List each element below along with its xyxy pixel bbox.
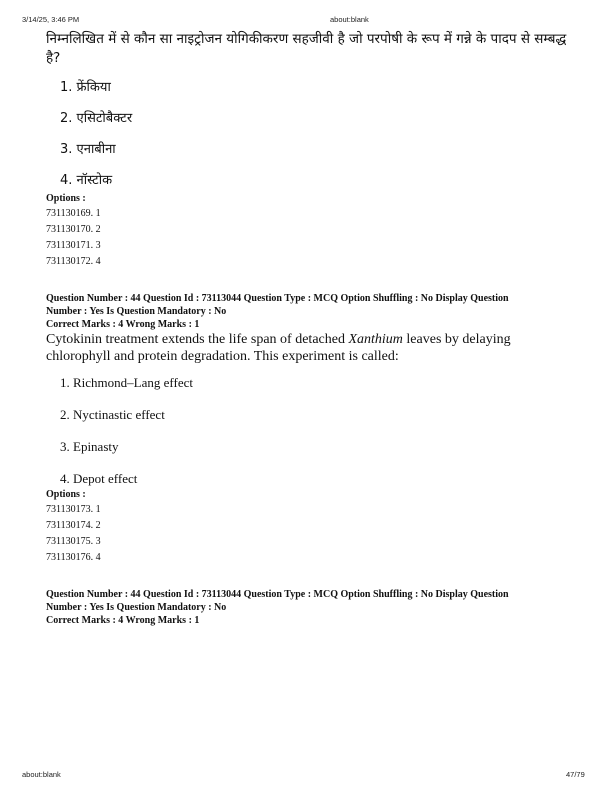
- option-list: [46, 78, 576, 193]
- option-3: 3. एनाबीना: [60, 142, 116, 157]
- header-datetime: 3/14/25, 3:46 PM: [22, 15, 80, 24]
- option-2: 2. Nyctinastic effect: [60, 407, 165, 422]
- option-4: 4. Depot effect: [60, 471, 138, 486]
- options-label: Options :: [46, 489, 86, 500]
- option-id: 731130175. 3: [46, 536, 101, 547]
- option-2: 2. एसिटोबैक्टर: [60, 111, 133, 126]
- options-label: Options :: [46, 193, 86, 204]
- option-id-list: [46, 206, 576, 270]
- species-name: Xanthium: [348, 332, 403, 347]
- option-id: 731130169. 1: [46, 208, 101, 219]
- question-block: [46, 292, 576, 566]
- option-id: 731130173. 1: [46, 504, 101, 515]
- question-meta: Question Number : 44 Question Id : 73113044 Question Type : MCQ Option Shuffling : No Display Question: [46, 589, 509, 600]
- question-text: निम्नलिखित में से कौन सा नाइट्रोजन योगिकीकरण सहजीवी है जो परपोषी के रूप में गन्ने के पादप से सम्बद्ध है?: [46, 31, 567, 66]
- option-id: 731130170. 2: [46, 224, 101, 235]
- option-id-list: [46, 502, 576, 566]
- option-id: 731130172. 4: [46, 256, 101, 267]
- question-meta: Number : Yes Is Question Mandatory : No: [46, 306, 227, 317]
- question-meta: Number : Yes Is Question Mandatory : No: [46, 602, 227, 613]
- question-marks: Correct Marks : 4 Wrong Marks : 1: [46, 319, 200, 330]
- option-id: 731130176. 4: [46, 552, 101, 563]
- question-text: Cytokinin treatment extends the life span of detached Xanthium leaves by delaying chlorophyll and protein degradation. This experiment is called:: [46, 332, 511, 364]
- question-block: [46, 588, 576, 627]
- document-content: [46, 30, 576, 627]
- option-1: 1. फ्रेंकिया: [60, 80, 111, 95]
- question-meta: Question Number : 44 Question Id : 73113044 Question Type : MCQ Option Shuffling : No Display Question: [46, 293, 509, 304]
- question-marks: Correct Marks : 4 Wrong Marks : 1: [46, 615, 200, 626]
- option-id: 731130171. 3: [46, 240, 101, 251]
- option-list: [46, 373, 576, 489]
- question-block: [46, 30, 576, 270]
- option-3: 3. Epinasty: [60, 439, 119, 454]
- page-number: 47/79: [566, 770, 585, 779]
- footer-url: about:blank: [22, 770, 61, 779]
- option-1: 1. Richmond–Lang effect: [60, 375, 193, 390]
- header-page-title: about:blank: [330, 15, 369, 24]
- option-id: 731130174. 2: [46, 520, 101, 531]
- option-4: 4. नॉस्टोक: [60, 173, 113, 188]
